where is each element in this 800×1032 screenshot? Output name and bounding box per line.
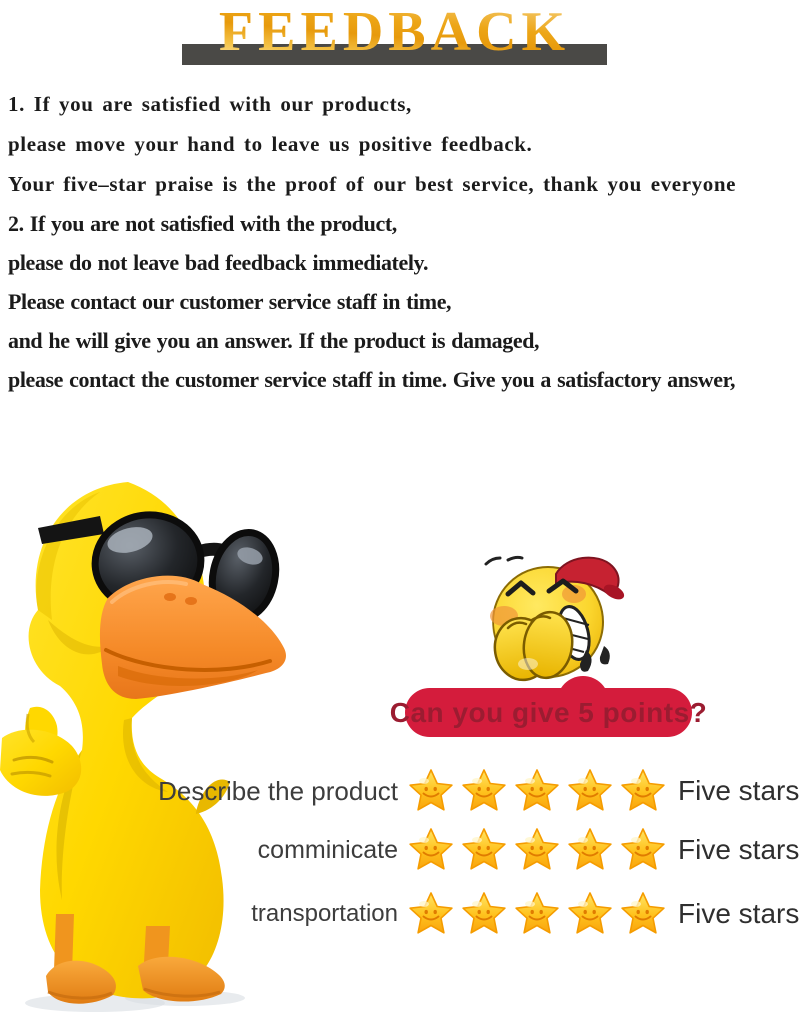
note-line: 2. If you are not satisfied with the product,	[8, 211, 397, 236]
note-line: Please contact our customer service staff in time,	[8, 289, 452, 314]
intro-line: Your five–star praise is the proof of our best service, thank you everyone	[8, 172, 737, 196]
intro-paragraph	[8, 84, 736, 204]
smiley-star-icon	[619, 767, 667, 815]
banner-text: Can you give 5 points?	[389, 696, 708, 728]
smiley-star-icon	[513, 826, 561, 874]
stars-container	[407, 890, 667, 938]
smiley-star-icon	[513, 767, 561, 815]
intro-line: please move your hand to leave us positive feedback.	[8, 132, 533, 156]
rating-row	[0, 766, 799, 816]
smiley-star-icon	[407, 767, 455, 815]
note-line: please do not leave bad feedback immediately.	[8, 250, 429, 275]
duck-mascot-icon	[0, 470, 340, 1032]
laughing-emoji-icon	[470, 552, 670, 702]
rating-value: Five stars	[678, 898, 800, 929]
note-line: and he will give you an answer. If the product is damaged,	[8, 328, 540, 353]
smiley-star-icon	[460, 890, 508, 938]
rating-value: Five stars	[678, 834, 800, 865]
smiley-star-icon	[619, 826, 667, 874]
note-paragraph	[8, 204, 735, 399]
stars-container	[407, 767, 667, 815]
smiley-star-icon	[407, 826, 455, 874]
smiley-star-icon	[566, 767, 614, 815]
rating-value: Five stars	[678, 775, 800, 806]
stars-container	[407, 826, 667, 874]
smiley-star-icon	[619, 890, 667, 938]
smiley-star-icon	[407, 890, 455, 938]
rating-row	[0, 889, 799, 939]
smiley-star-icon	[460, 826, 508, 874]
smiley-star-icon	[460, 767, 508, 815]
smiley-star-icon	[566, 890, 614, 938]
intro-line: 1. If you are satisfied with our products,	[8, 92, 412, 116]
smiley-star-icon	[513, 890, 561, 938]
rating-label: transportation	[251, 900, 398, 927]
rating-row	[0, 825, 799, 875]
smiley-star-icon	[566, 826, 614, 874]
rating-label: comminicate	[257, 835, 398, 864]
note-line: please contact the customer service staff in time. Give you a satisfactory answer,	[8, 367, 736, 392]
page-title: FEEDBACK	[182, 0, 607, 64]
rating-label: Describe the product	[158, 775, 398, 806]
